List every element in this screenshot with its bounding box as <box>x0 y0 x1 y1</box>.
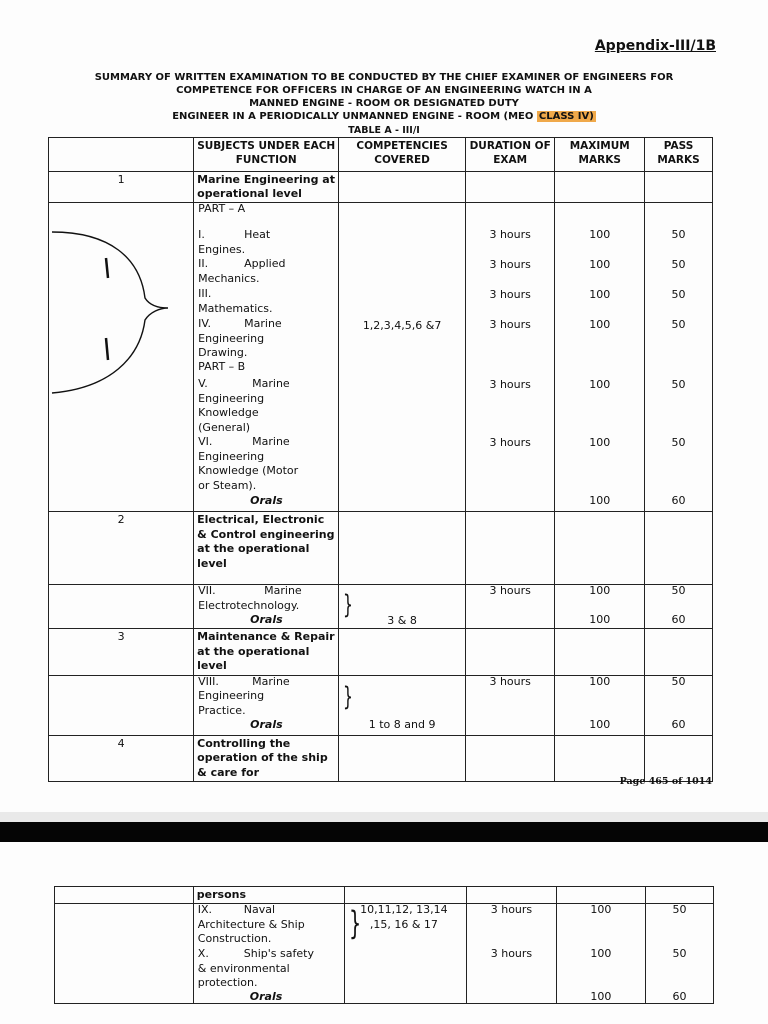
duration-value: 3 hours <box>489 674 531 688</box>
function-3-subject-row <box>49 675 713 735</box>
max-marks-value: 100 <box>589 258 611 271</box>
subject-ix: IX. Naval Architecture & Ship Construction. <box>197 903 305 945</box>
part-b-label: PART – B <box>198 360 246 373</box>
max-marks-value: 100 <box>589 494 611 507</box>
duration-value: 3 hours <box>490 947 533 960</box>
function-number: 1 <box>49 172 194 203</box>
heading-line-1: SUMMARY OF WRITTEN EXAMINATION TO BE CONDUCTED BY THE CHIEF EXAMINER OF ENGINEERS FOR <box>94 72 674 83</box>
subject-viii: VIII. Marine Engineering Practice. <box>198 674 290 717</box>
page-separator-bar <box>0 822 768 842</box>
pass-marks-value: 50 <box>671 378 686 391</box>
competencies-value: 1,2,3,4,5,6 &7 <box>362 319 442 332</box>
table-header-row <box>49 138 713 172</box>
function-4-subjects-row <box>55 904 714 1004</box>
function-title: Controlling the operation of the ship & care for <box>194 735 339 782</box>
max-marks-value: 100 <box>589 288 611 301</box>
subject-vi: VI. Marine Engineering Knowledge (Motor or Steam). <box>198 435 299 492</box>
pass-marks-value: 50 <box>671 228 686 241</box>
duration-value: 3 hours <box>490 903 533 916</box>
brace-icon: } <box>348 904 362 942</box>
subject-v: V. Marine Engineering Knowledge (General) <box>198 377 290 434</box>
orals-label: Orals <box>249 990 283 1003</box>
function-number: 4 <box>49 735 194 782</box>
function-1-subjects-row <box>49 203 713 512</box>
document-page-2 <box>0 842 768 1024</box>
heading-line-2: COMPETENCE FOR OFFICERS IN CHARGE OF AN ENGINEERING WATCH IN A <box>176 85 592 96</box>
duration-value: 3 hours <box>489 258 531 271</box>
exam-table-page-1 <box>48 137 713 782</box>
max-marks-value: 100 <box>590 990 612 1003</box>
table-title: TABLE A - III/I <box>348 125 420 136</box>
orals-label: Orals <box>250 494 283 507</box>
function-2-title-row <box>49 512 713 585</box>
exam-table-page-2 <box>54 886 714 1004</box>
pass-marks-value: 50 <box>672 903 687 916</box>
col-competencies-header: COMPETENCIES COVERED <box>339 138 466 172</box>
max-marks-value: 100 <box>589 584 611 597</box>
heading-line-3: MANNED ENGINE - ROOM OR DESIGNATED DUTY <box>249 98 519 109</box>
max-marks-value: 100 <box>589 674 611 688</box>
part-a-label: PART – A <box>198 202 246 215</box>
function-4-title-row <box>49 735 713 782</box>
heading-line-4: ENGINEER IN A PERIODICALLY UNMANNED ENGINE - ROOM (MEO CLASS IV) <box>172 111 594 122</box>
max-marks-value: 100 <box>589 378 611 391</box>
duration-value: 3 hours <box>489 436 531 449</box>
pass-marks-value: 60 <box>671 494 686 507</box>
col-subjects-header: SUBJECTS UNDER EACH FUNCTION <box>194 138 339 172</box>
pass-marks-value: 60 <box>672 990 687 1003</box>
col-pass-header: PASS MARKS <box>645 138 713 172</box>
function-title: Maintenance & Repair at the operational level <box>194 629 339 676</box>
pass-marks-value: 50 <box>671 674 686 688</box>
brace-icon: } <box>343 590 354 620</box>
col-duration-header: DURATION OF EXAM <box>465 138 555 172</box>
max-marks-value: 100 <box>589 228 611 241</box>
duration-value: 3 hours <box>489 228 531 241</box>
pass-marks-value: 50 <box>671 258 686 271</box>
orals-label: Orals <box>250 717 283 731</box>
function-number: 2 <box>49 512 194 585</box>
duration-value: 3 hours <box>489 378 531 391</box>
subject-vii: VII. Marine Electrotechnology. <box>198 584 302 612</box>
pass-marks-value: 60 <box>671 613 686 626</box>
function-1-subjects <box>194 203 339 512</box>
function-1-title-row <box>49 172 713 203</box>
max-marks-value: 100 <box>589 436 611 449</box>
max-marks-value: 100 <box>590 903 612 916</box>
subject-iii: III. Mathematics. <box>198 287 273 315</box>
duration-value: 3 hours <box>489 318 531 331</box>
subject-ii: II. Applied Mechanics. <box>198 257 286 285</box>
page-gap <box>0 812 768 822</box>
page-number: Page 465 of 1014 <box>619 776 712 787</box>
pass-marks-value: 60 <box>671 717 686 731</box>
competencies-value: 1 to 8 and 9 <box>368 717 436 731</box>
function-number: 3 <box>49 629 194 676</box>
max-marks-value: 100 <box>589 717 611 731</box>
appendix-label: Appendix-III/1B <box>594 38 716 54</box>
pass-marks-value: 50 <box>671 288 686 301</box>
pass-marks-value: 50 <box>671 584 686 597</box>
function-title-continued: persons <box>193 887 344 904</box>
max-marks-value: 100 <box>590 947 612 960</box>
max-marks-value: 100 <box>589 613 611 626</box>
orals-label: Orals <box>250 613 283 626</box>
function-title: Marine Engineering at operational level <box>194 172 339 203</box>
class-highlight: CLASS IV) <box>538 111 594 122</box>
duration-value: 3 hours <box>489 584 531 597</box>
subject-iv: IV. Marine Engineering Drawing. <box>198 317 282 359</box>
function-title: Electrical, Electronic & Control engineering at the operational level <box>194 512 339 585</box>
function-4-continued-row <box>55 887 714 904</box>
function-3-title-row <box>49 629 713 676</box>
function-2-subject-row <box>49 585 713 629</box>
competencies-value: 10,11,12, 13,14 ,15, 16 & 17 <box>360 903 448 931</box>
duration-value: 3 hours <box>489 288 531 301</box>
subject-x: X. Ship's safety & environmental protection. <box>197 947 314 989</box>
brace-icon: } <box>343 681 354 712</box>
pass-marks-value: 50 <box>672 947 687 960</box>
pass-marks-value: 50 <box>671 436 686 449</box>
pass-marks-value: 50 <box>671 318 686 331</box>
col-max-header: MAXIMUM MARKS <box>555 138 645 172</box>
subject-i: I. Heat Engines. <box>198 228 271 256</box>
competencies-value: 3 & 8 <box>387 614 417 627</box>
max-marks-value: 100 <box>589 318 611 331</box>
